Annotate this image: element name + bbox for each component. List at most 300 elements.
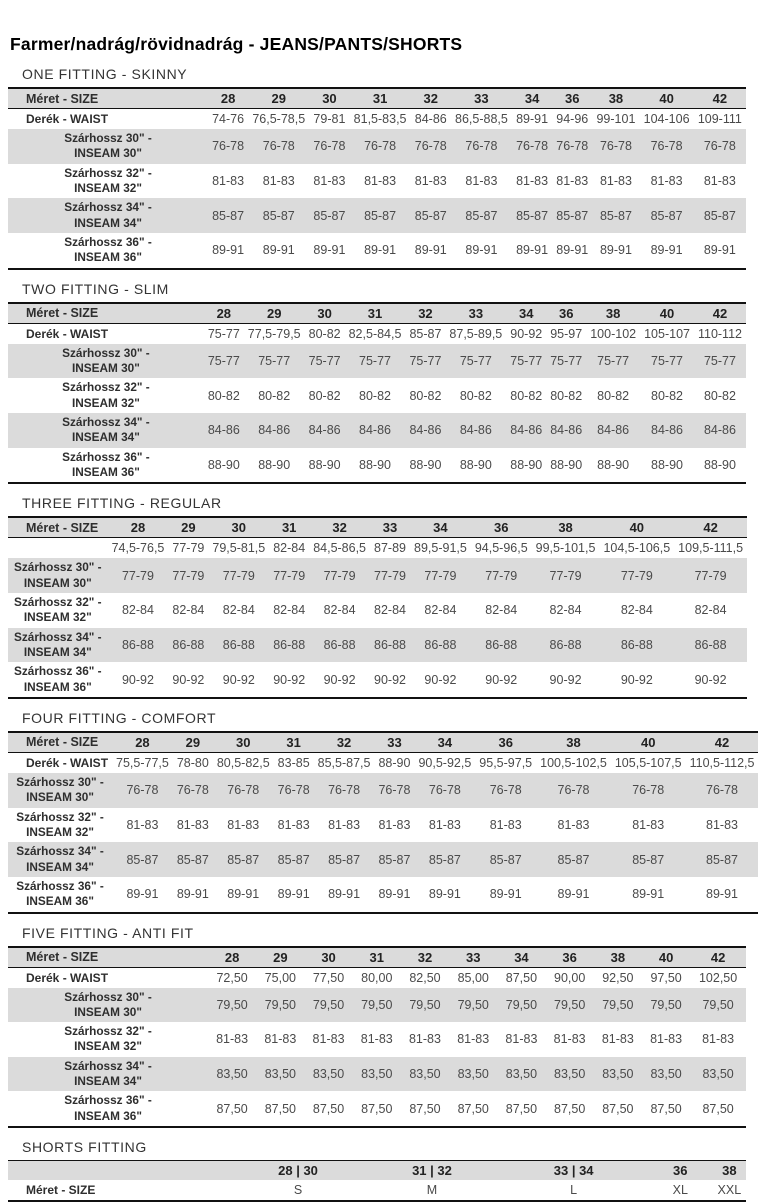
size-value-cell: 90-92 [510, 326, 543, 341]
size-value-cell: 85-87 [126, 852, 159, 867]
size-value-cell: 89-91 [428, 887, 461, 902]
size-value-cell: 76-78 [262, 139, 295, 154]
size-value-cell: 89-91 [489, 887, 522, 902]
size-value-cell: 81-83 [457, 1032, 490, 1047]
size-value-cell: 89-91 [212, 243, 245, 258]
size-column-header: 32 [417, 949, 433, 965]
size-value-cell: 89-91 [126, 887, 159, 902]
row-label-hu: Szárhossz 34" - [64, 200, 152, 215]
size-value-cell: 85-87 [277, 852, 310, 867]
row-label-en: INSEAM 32" [74, 1039, 142, 1054]
size-column-header: 28 [135, 734, 150, 750]
size-column-header: 31 [281, 520, 297, 536]
measurement-row [8, 1022, 746, 1057]
row-label-hu: Szárhossz 36" - [16, 878, 104, 893]
row-label [8, 988, 208, 1023]
size-value-cell: 76-78 [556, 139, 589, 154]
size-value-cell: 89-91 [706, 887, 739, 902]
size-column-header: 32 [332, 520, 347, 536]
size-label: Méret - SIZE [26, 520, 99, 535]
measurement-row [8, 1091, 746, 1127]
size-value-cell: 75,5-77,5 [116, 755, 169, 770]
size-value-cell: 80-82 [308, 326, 341, 341]
size-value-cell: 84-86 [703, 423, 736, 438]
size-value-cell: 84-86 [414, 112, 447, 126]
size-value-cell: 81-83 [212, 173, 245, 188]
size-column-header: 33 [387, 734, 402, 750]
size-value-cell: 89-91 [516, 112, 549, 126]
size-column-header: 31 [369, 949, 384, 965]
size-value-cell: 76-78 [465, 139, 498, 154]
size-value-cell: 76-78 [599, 139, 632, 154]
size-value-cell: 85-87 [262, 208, 295, 223]
row-label-hu: Szárhossz 32" - [14, 594, 102, 609]
size-value-cell: 89-91 [176, 887, 209, 902]
measurement-row [8, 593, 747, 628]
size-value-cell: 82-84 [620, 603, 653, 618]
shorts-size-pair-header: 33 | 34 [553, 1163, 594, 1179]
size-column-header: 29 [185, 734, 201, 750]
size-value-cell: 75,00 [264, 970, 296, 985]
size-value-cell: 77-79 [620, 568, 653, 583]
size-column-header: 34 [437, 734, 453, 750]
size-column-header: 32 [423, 91, 438, 106]
size-value-cell: 79-81 [313, 112, 346, 126]
size-value-cell: 90-92 [323, 672, 356, 687]
size-value-cell: 76-78 [313, 139, 346, 154]
size-column-header: 40 [659, 91, 674, 106]
shorts-size-pair-header: 31 | 32 [412, 1163, 452, 1179]
size-value-cell: 89-91 [313, 243, 346, 258]
section-heading: ONE FITTING - SKINNY [22, 66, 188, 82]
size-column-header: 28 [216, 305, 232, 321]
size-value-cell: 75-77 [308, 353, 341, 368]
size-value-cell: 81-83 [516, 173, 549, 188]
size-column-header: 42 [714, 734, 730, 750]
row-label-en: INSEAM 36" [71, 464, 140, 479]
size-value-cell: 95-97 [550, 326, 583, 341]
size-value-cell: 86-88 [121, 637, 154, 652]
measurement-row [8, 877, 758, 913]
size-value-cell: 89-91 [277, 887, 310, 902]
row-label-hu: Szárhossz 36" - [62, 449, 150, 464]
size-value-cell: 76-78 [378, 783, 411, 798]
size-value-cell: 81-83 [364, 173, 397, 188]
size-value-cell: 89-91 [262, 243, 295, 258]
size-value-cell: 81-83 [378, 817, 411, 832]
size-value-cell: 80-82 [459, 388, 492, 403]
row-label-en: INSEAM 36" [23, 679, 92, 694]
size-value-cell: 75-77 [597, 353, 630, 368]
size-value-cell: 81-83 [277, 817, 310, 832]
measurement-row [8, 413, 746, 448]
size-value-cell: 81-83 [703, 173, 736, 188]
size-value-cell: 85-87 [599, 208, 632, 223]
size-value-cell: 75-77 [703, 353, 736, 368]
size-value-cell: 81-83 [360, 1032, 393, 1047]
size-value-cell: 87-89 [374, 541, 406, 556]
size-value-cell: 82-84 [172, 603, 205, 618]
size-value-cell: 78-80 [176, 755, 209, 770]
row-label [8, 1057, 208, 1092]
size-value-cell: 76-78 [176, 783, 209, 798]
row-label [8, 233, 208, 269]
section-heading: FIVE FITTING - ANTI FIT [22, 924, 194, 941]
size-column-header: 36 [558, 305, 574, 321]
measurement-row [8, 773, 758, 808]
size-value-cell: 85-87 [428, 852, 461, 867]
row-label-hu: Szárhossz 34" - [14, 629, 102, 644]
size-table [8, 946, 746, 1129]
size-value-cell: 80-82 [550, 388, 583, 403]
size-value-cell: 87,50 [216, 1101, 248, 1116]
row-label-hu: Szárhossz 30" - [64, 131, 152, 145]
size-value-cell: 81-83 [313, 173, 346, 188]
row-label: Derék - WAIST [26, 970, 109, 985]
size-value-cell: 85-87 [465, 208, 498, 223]
size-value-cell: 85-87 [650, 208, 683, 223]
measurement-row [8, 378, 746, 413]
size-value-cell: 76-78 [277, 783, 310, 798]
row-label-hu: Szárhossz 36" - [64, 1093, 152, 1108]
size-value-cell: 81-83 [264, 1032, 297, 1047]
size-value-cell: 88-90 [651, 457, 684, 472]
size-value-cell: 90,5-92,5 [418, 755, 472, 770]
row-label [8, 1091, 208, 1127]
size-value-cell: 84-86 [510, 423, 543, 438]
size-value-cell: 85,00 [457, 970, 489, 985]
size-value-cell: 76-78 [632, 783, 665, 798]
size-value-cell: 89-91 [414, 243, 447, 258]
size-column-header: 28 [130, 520, 146, 536]
size-column-header: 36 [562, 949, 577, 965]
size-value-cell: 81-83 [312, 1032, 345, 1047]
size-value-cell: 81-83 [489, 817, 522, 832]
size-value-cell: 87,50 [650, 1101, 682, 1116]
size-column-header: 42 [703, 520, 718, 536]
size-value-cell: 89-91 [632, 887, 665, 902]
measurement-row [8, 164, 746, 199]
size-column-header: 29 [266, 305, 282, 321]
size-value-cell: 86-88 [374, 637, 406, 652]
size-value-cell: 76-78 [557, 783, 590, 798]
row-label-hu: Szárhossz 32" - [62, 380, 150, 395]
size-value-cell: 88-90 [597, 457, 630, 472]
fitting-section-2 [0, 281, 784, 485]
row-label [8, 1022, 208, 1057]
measurement-row [8, 233, 746, 269]
size-value-cell: 76-78 [703, 139, 736, 154]
size-value-cell: 84,5-86,5 [313, 541, 367, 556]
size-value-cell: 85-87 [176, 852, 209, 867]
row-label-en: INSEAM 36" [26, 894, 94, 909]
row-label-en: INSEAM 34" [74, 215, 142, 230]
size-value-cell: 75-77 [258, 353, 291, 368]
size-value-cell: 85-87 [414, 208, 447, 223]
size-value-cell: 82,50 [409, 970, 441, 985]
size-value-cell: 81-83 [650, 173, 683, 188]
size-value-cell: 104,5-106,5 [603, 541, 671, 556]
size-column-header: 32 [336, 734, 352, 750]
size-value-cell: 87,50 [554, 1101, 586, 1116]
size-column-header: 34 [524, 91, 540, 106]
row-label [8, 378, 204, 413]
size-value-cell: 79,50 [554, 997, 586, 1012]
row-label-en: INSEAM 32" [26, 824, 94, 839]
row-label: Derék - WAIST [26, 112, 109, 126]
size-value-cell: 81-83 [505, 1032, 538, 1047]
row-label-en: INSEAM 36" [74, 1108, 142, 1123]
size-value-cell: 72,50 [216, 970, 248, 985]
size-value-cell: 81-83 [428, 817, 461, 832]
row-label [8, 628, 108, 663]
size-value-cell: 81-83 [557, 817, 590, 832]
measurement-row [8, 558, 747, 593]
size-column-header: 34 [519, 305, 534, 321]
size-value-cell: 84-86 [207, 423, 240, 438]
size-value-cell: 79,50 [602, 997, 634, 1012]
measurement-row [8, 344, 746, 379]
size-value-cell: 89-91 [516, 243, 549, 258]
size-value-cell: 87,50 [702, 1101, 734, 1116]
size-value-cell: 89-91 [227, 887, 260, 902]
row-label-hu: Szárhossz 32" - [64, 1024, 152, 1039]
size-value-cell: 94,5-96,5 [474, 541, 528, 556]
size-column-header: 42 [712, 305, 728, 321]
shorts-letter-size-cell: XXL [717, 1183, 742, 1198]
size-value-cell: 86,5-88,5 [455, 112, 508, 126]
size-value-cell: 86-88 [694, 637, 727, 652]
size-value-cell: 88-90 [459, 457, 492, 472]
size-value-cell: 83,50 [216, 1067, 248, 1082]
size-value-cell: 89-91 [557, 887, 590, 902]
size-value-cell: 84-86 [409, 423, 442, 438]
row-label-hu: Szárhossz 30" - [16, 774, 104, 789]
row-label [8, 558, 108, 593]
size-value-cell: 85-87 [212, 208, 245, 223]
size-column-header: 30 [236, 734, 251, 750]
size-value-cell: 84-86 [308, 423, 341, 438]
shorts-size-pair-header: 38 [722, 1163, 737, 1179]
size-column-header: 33 [474, 91, 489, 106]
size-value-cell: 76-78 [227, 783, 260, 798]
size-value-cell: 82-84 [222, 603, 255, 618]
size-header-row [8, 517, 747, 538]
size-value-cell: 85-87 [703, 208, 736, 223]
size-value-cell: 79,50 [216, 997, 248, 1012]
size-value-cell: 84-86 [597, 423, 630, 438]
size-value-cell: 87,50 [505, 1101, 538, 1116]
size-value-cell: 80-82 [308, 388, 341, 403]
size-value-cell: 80-82 [207, 388, 240, 403]
size-value-cell: 87,5-89,5 [449, 326, 503, 341]
size-column-header: 33 [382, 520, 398, 536]
size-column-header: 38 [605, 305, 621, 321]
measurement-row [8, 662, 747, 698]
size-value-cell: 80-82 [409, 388, 442, 403]
size-column-header: 38 [558, 520, 573, 536]
size-value-cell: 90-92 [121, 672, 154, 687]
row-label-en: INSEAM 30" [71, 360, 140, 375]
size-value-cell: 79,5-81,5 [212, 541, 266, 556]
size-value-cell: 90-92 [424, 672, 457, 687]
size-value-cell: 79,50 [702, 997, 734, 1012]
size-value-cell: 83,50 [264, 1067, 296, 1082]
row-label [8, 593, 108, 628]
section-heading: SHORTS FITTING [22, 1139, 147, 1156]
size-value-cell: 82-84 [549, 603, 582, 618]
size-value-cell: 83,50 [602, 1067, 634, 1082]
size-value-cell: 89-91 [650, 243, 683, 258]
size-value-cell: 81-83 [262, 173, 295, 188]
size-value-cell: 80-82 [258, 388, 291, 403]
size-value-cell: 110-112 [697, 326, 742, 341]
row-label [8, 198, 208, 233]
size-value-cell: 75-77 [359, 353, 392, 368]
size-value-cell: 76-78 [706, 783, 739, 798]
size-value-cell: 83-85 [277, 755, 310, 770]
row-label [8, 877, 112, 913]
row-label-en: INSEAM 30" [23, 575, 92, 590]
measurement-row [8, 628, 747, 663]
measurement-row [8, 808, 758, 843]
size-value-cell: 86-88 [172, 637, 205, 652]
row-label-hu: Szárhossz 32" - [64, 165, 152, 180]
shorts-letter-size-cell: M [426, 1183, 438, 1198]
size-value-cell: 85-87 [632, 852, 665, 867]
size-value-cell: 88-90 [258, 457, 291, 472]
size-label: Méret - SIZE [26, 91, 99, 106]
size-value-cell: 99,5-101,5 [535, 541, 596, 556]
row-label [8, 448, 204, 484]
size-value-cell: 82-84 [374, 603, 406, 618]
row-label-en: INSEAM 36" [74, 250, 142, 265]
measurement-row [8, 988, 746, 1023]
size-value-cell: 82-84 [323, 603, 356, 618]
shorts-size-pair-header: 36 [673, 1163, 688, 1179]
fitting-section-3 [0, 495, 784, 699]
size-value-cell: 84-86 [550, 423, 583, 438]
size-value-cell: 87,50 [264, 1101, 296, 1116]
size-column-header: 34 [514, 949, 529, 965]
size-value-cell: 85-87 [489, 852, 522, 867]
size-value-cell: 76-78 [364, 139, 397, 154]
size-header-row [8, 88, 746, 109]
size-value-cell: 86-88 [549, 637, 582, 652]
size-column-header: 30 [231, 520, 247, 536]
size-value-cell: 75-77 [409, 353, 442, 368]
size-header-row [8, 947, 746, 968]
size-value-cell: 90-92 [694, 672, 727, 687]
size-value-cell: 77-79 [694, 568, 727, 583]
size-value-cell: 81-83 [556, 173, 589, 188]
size-value-cell: 83,50 [554, 1067, 586, 1082]
shorts-size-pair-header: 28 | 30 [278, 1163, 318, 1179]
size-value-cell: 75-77 [207, 326, 240, 341]
page-title: Farmer/nadrág/rövidnadrág - JEANS/PANTS/SHORTS [10, 34, 463, 54]
row-label [8, 538, 108, 559]
size-column-header: 42 [712, 91, 728, 106]
size-value-cell: 90-92 [549, 672, 582, 687]
size-value-cell: 77-79 [172, 568, 205, 583]
size-value-cell: 77,5-79,5 [247, 326, 301, 341]
size-value-cell: 109,5-111,5 [678, 541, 744, 556]
size-value-cell: 89-91 [378, 887, 411, 902]
size-value-cell: 74,5-76,5 [111, 541, 165, 556]
size-value-cell: 81-83 [553, 1032, 586, 1047]
fitting-sections [0, 66, 784, 1202]
size-value-cell: 81-83 [702, 1032, 735, 1047]
size-value-cell: 85-87 [706, 852, 739, 867]
size-column-header: 28 [220, 91, 236, 106]
row-label-en: INSEAM 34" [23, 644, 92, 659]
size-value-cell: 110,5-112,5 [689, 755, 755, 770]
size-value-cell: 76-78 [650, 139, 683, 154]
size-value-cell: 100,5-102,5 [540, 755, 607, 770]
size-value-cell: 84-86 [359, 423, 392, 438]
size-label: Méret - SIZE [26, 735, 99, 750]
measurement-row [8, 448, 746, 484]
measurement-row [8, 752, 758, 773]
size-value-cell: 76-78 [516, 139, 549, 154]
fitting-section-1 [0, 66, 784, 270]
size-column-header: 33 [468, 305, 484, 321]
size-value-cell: 80-82 [510, 388, 543, 403]
size-value-cell: 81-83 [216, 1032, 249, 1047]
size-column-header: 36 [565, 91, 580, 106]
size-value-cell: 77-79 [374, 568, 406, 583]
size-value-cell: 90-92 [222, 672, 255, 687]
shorts-table [8, 1160, 746, 1202]
row-label-en: INSEAM 32" [74, 180, 142, 195]
size-value-cell: 77-79 [485, 568, 518, 583]
size-table [8, 87, 746, 270]
size-column-header: 29 [271, 91, 286, 106]
measurement-row [8, 1057, 746, 1092]
size-column-header: 40 [640, 734, 656, 750]
shorts-size-row [8, 1180, 746, 1201]
size-value-cell: 81-83 [599, 173, 632, 188]
size-column-header: 38 [610, 949, 626, 965]
size-value-cell: 77-79 [424, 568, 457, 583]
size-value-cell: 90,00 [554, 970, 586, 985]
size-value-cell: 82-84 [424, 603, 457, 618]
row-label-hu: Szárhossz 34" - [62, 414, 150, 429]
size-value-cell: 88-90 [308, 457, 341, 472]
size-value-cell: 104-106 [643, 112, 690, 126]
size-value-cell: 75-77 [459, 353, 492, 368]
size-column-header: 40 [658, 949, 674, 965]
size-value-cell: 81-83 [328, 817, 361, 832]
size-value-cell: 89-91 [364, 243, 397, 258]
size-value-cell: 75-77 [651, 353, 684, 368]
size-value-cell: 92,50 [602, 970, 634, 985]
row-label-en: INSEAM 32" [71, 395, 140, 410]
size-value-cell: 102,50 [698, 970, 738, 985]
size-value-cell: 82-84 [694, 603, 727, 618]
size-value-cell: 81,5-83,5 [353, 112, 407, 126]
row-label-hu: Szárhossz 30" - [62, 345, 150, 360]
size-value-cell: 90-92 [374, 672, 406, 687]
section-heading: TWO FITTING - SLIM [22, 280, 169, 297]
size-value-cell: 90-92 [620, 672, 653, 687]
size-value-cell: 80-82 [359, 388, 392, 403]
size-column-header: 29 [273, 949, 288, 965]
size-value-cell: 77-79 [549, 568, 582, 583]
row-label [8, 773, 112, 808]
row-label: Derék - WAIST [26, 326, 109, 341]
size-value-cell: 76-78 [428, 783, 461, 798]
